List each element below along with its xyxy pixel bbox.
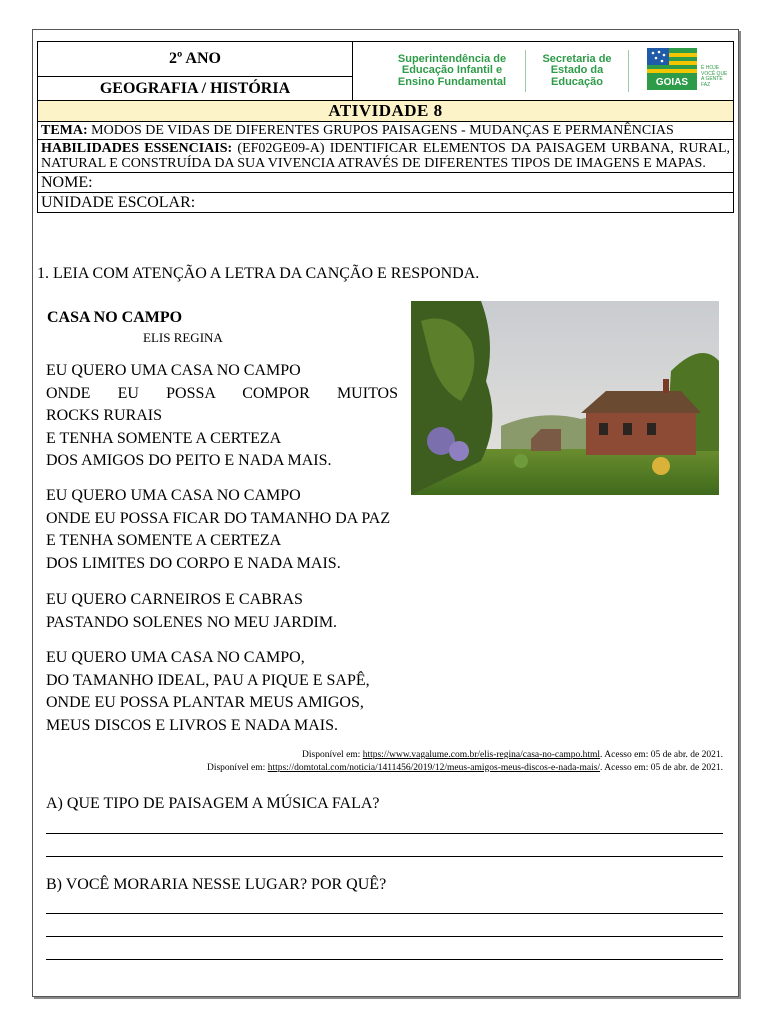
source-2-link[interactable]: https://domtotal.com/noticia/1411456/2019/12/meus-amigos-meus-discos-e-nada-mais/ (267, 762, 601, 773)
lyric-line: E TENHA SOMENTE A CERTEZA (46, 429, 282, 447)
lyric-line: ROCKS RURAIS (46, 407, 163, 424)
logo-divider (525, 50, 526, 92)
source-1-link[interactable]: https://www.vagalume.com.br/elis-regina/casa-no-campo.html (362, 750, 601, 760)
answer-line[interactable] (46, 856, 723, 857)
school-field[interactable]: UNIDADE ESCOLAR: (38, 193, 734, 213)
lyric-line: ONDE EU POSSA PLANTAR MEUS AMIGOS, (46, 694, 364, 711)
logo-divider-2 (628, 50, 629, 92)
goias-flag-icon (647, 48, 697, 78)
answer-line[interactable] (46, 936, 723, 937)
sup-line-2: Educação Infantil e (401, 64, 503, 77)
theme-cell (38, 122, 734, 140)
lyric-line: DO TAMANHO IDEAL, PAU A PIQUE E SAPÊ, (46, 671, 370, 689)
goias-motto: É HOJE VOCÊ QUE A GENTE FAZ (701, 65, 728, 88)
question-1: 1. LEIA COM ATENÇÃO A LETRA DA CANÇÃO E RESPONDA. (37, 265, 480, 282)
source-1-prefix: Disponível em: (302, 750, 363, 760)
lyric-line: MEUS DISCOS E LIVROS E NADA MAIS. (46, 716, 339, 734)
source-1-suffix: . Acesso em: 05 de abr. de 2021. (600, 750, 723, 760)
country-house-photo (411, 301, 719, 495)
theme-label: TEMA: (41, 123, 88, 138)
goias-logo (647, 48, 733, 94)
answer-line[interactable] (46, 913, 723, 914)
superintendencia-logo (389, 54, 515, 89)
stanza-3 (46, 589, 337, 634)
sec-line-2: Estado da (550, 64, 604, 77)
logos-cell (353, 42, 734, 101)
question-a: A) QUE TIPO DE PAISAGEM A MÚSICA FALA? (46, 795, 380, 812)
lyric-line: EU QUERO UMA CASA NO CAMPO, (46, 649, 305, 666)
header-table (37, 41, 734, 213)
name-field[interactable]: NOME: (38, 173, 734, 193)
skills-cell (38, 140, 734, 173)
lyric-line: DOS LIMITES DO CORPO E NADA MAIS. (46, 554, 341, 572)
theme-text: MODOS DE VIDAS DE DIFERENTES GRUPOS PAISAGENS - MUDANÇAS E PERMANÊNCIAS (87, 123, 674, 138)
stanza-1 (46, 360, 398, 473)
sup-line-3: Ensino Fundamental (397, 75, 507, 88)
source-1 (207, 749, 723, 762)
secretaria-logo (536, 54, 618, 89)
skills-text: (EF02GE09-A) IDENTIFICAR ELEMENTOS DA PAISAGEM URBANA, RURAL, NATURAL E CONSTRUÍDA DA SUA VIVENCIA ATRAVÉS DE DIFERENTES TIPOS DE IMAGENS E MAPAS. (41, 141, 731, 171)
source-2-suffix: . Acesso em: 05 de abr. de 2021. (600, 762, 723, 773)
skills-label: HABILIDADES ESSENCIAIS: (41, 141, 233, 156)
lyric-line: ONDE EU POSSA FICAR DO TAMANHO DA PAZ (46, 509, 391, 527)
source-2 (207, 762, 723, 775)
sup-line-1: Superintendência de (397, 52, 507, 65)
grade-cell: 2º ANO (38, 42, 353, 77)
lyric-line: E TENHA SOMENTE A CERTEZA (46, 532, 282, 549)
song-title: CASA NO CAMPO (47, 309, 183, 326)
activity-title: ATIVIDADE 8 (38, 101, 734, 122)
source-2-prefix: Disponível em: (206, 762, 268, 773)
goias-text: GOIAS (647, 76, 697, 90)
question-b: B) VOCÊ MORARIA NESSE LUGAR? POR QUÊ? (46, 876, 387, 893)
lyric-line: EU QUERO UMA CASA NO CAMPO (46, 362, 301, 379)
lyric-line: DOS AMIGOS DO PEITO E NADA MAIS. (46, 452, 332, 469)
subject-cell: GEOGRAFIA / HISTÓRIA (38, 77, 353, 101)
song-author: ELIS REGINA (143, 330, 223, 345)
lyric-line: EU QUERO CARNEIROS E CABRAS (46, 591, 303, 608)
sources (207, 749, 723, 774)
answer-line[interactable] (46, 959, 723, 960)
sec-line-1: Secretaria de (542, 52, 612, 65)
stanza-2 (46, 485, 390, 575)
lyric-line: EU QUERO UMA CASA NO CAMPO (46, 487, 301, 504)
worksheet-page (32, 29, 739, 997)
stanza-4 (46, 647, 370, 737)
lyric-line: ONDE EU POSSA COMPOR MUITOS (46, 384, 398, 402)
lyric-line: PASTANDO SOLENES NO MEU JARDIM. (46, 613, 338, 631)
answer-line[interactable] (46, 833, 723, 834)
sec-line-3: Educação (551, 75, 603, 88)
